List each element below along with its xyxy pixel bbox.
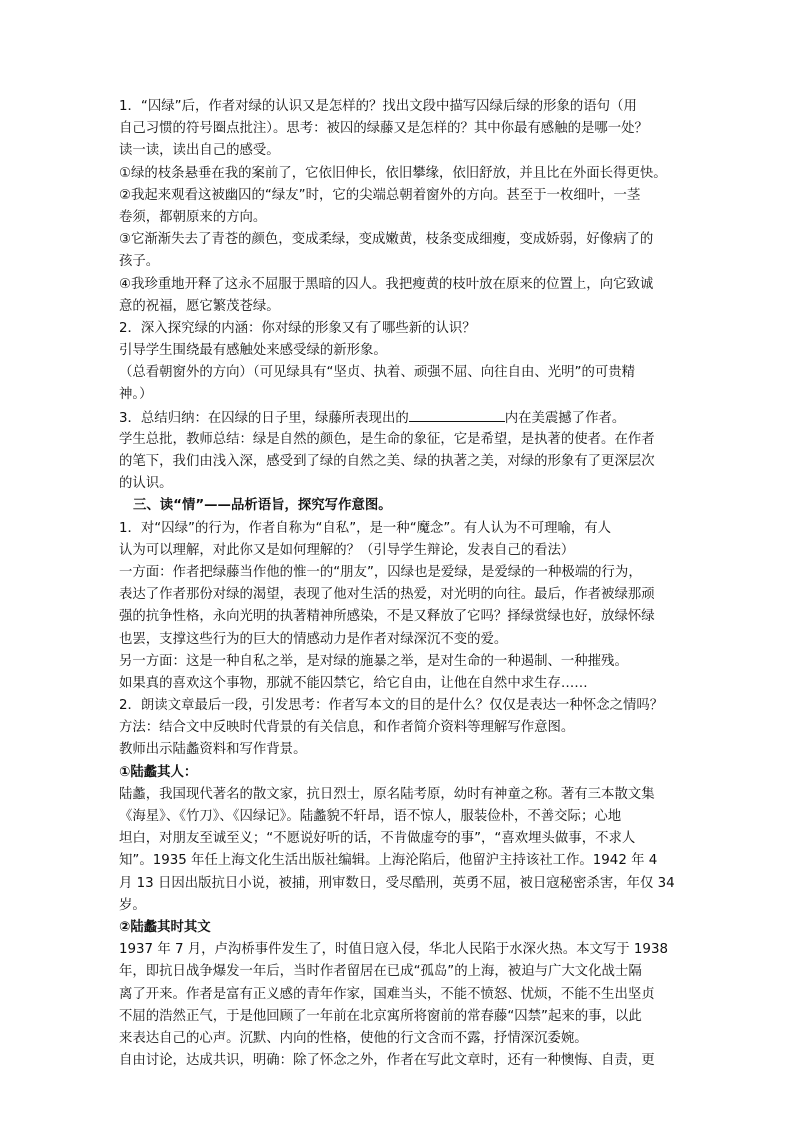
text-line: 另一方面：这是一种自私之举，是对绿的施暴之举，是对生命的一种遏制、一种摧残。: [119, 653, 628, 669]
text-line: （总看朝窗外的方向）（可见绿具有“坚贞、执着、顽强不屈、向往自由、光明”的可贵精: [119, 365, 636, 381]
author-bio-block: [119, 784, 681, 917]
sub-heading-author: ①陆蠡其人：: [119, 764, 198, 780]
text-line: ③它渐渐失去了青苍的颜色，变成柔绿，变成嫩黄，枝条变成细瘦，变成娇弱，好像病了的: [119, 232, 654, 248]
question-block-1: [119, 96, 681, 407]
text-line: 卷须，都朝原来的方向。: [119, 209, 267, 225]
text-line: 月 13 日因出版抗日小说，被捕，刑审数日，受尽酷刑，英勇不屈，被日寇秘密杀害，年仅 34: [119, 875, 675, 891]
text-line: 自己习惯的符号圈点批注）。思考：被囚的绿藤又是怎样的？其中你最有感触的是哪一处？: [119, 121, 648, 137]
text-line: 自由讨论，达成共识，明确：除了怀念之外，作者在写此文章时，还有一种懊悔、自责，更: [119, 1053, 655, 1069]
text-line: 2．朗读文章最后一段，引发思考：作者写本文的目的是什么？仅仅是表达一种怀念之情吗？: [119, 698, 664, 714]
text-line: 一方面：作者把绿藤当作他的惟一的“朋友”，囚绿也是爱绿，是爱绿的一种极端的行为，: [119, 564, 642, 580]
sub-heading-background: ②陆蠡其时其文: [119, 919, 211, 935]
text-line: 坦白，对朋友至诚至义；“不愿说好听的话，不肯做虚夸的事”，“喜欢埋头做事，不求人: [119, 831, 636, 847]
summary-line: [119, 407, 681, 429]
text-line: 年，即抗日战争爆发一年后，当时作者留居在已成“孤岛”的上海，被迫与广大文化战士隔: [119, 964, 642, 980]
text-line: ②我起来观看这被幽囚的“绿友”时，它的尖端总朝着窗外的方向。甚至于一枚细叶，一茎: [119, 187, 641, 203]
section-heading: 三、读“情”——品析语旨，探究写作意图。: [133, 498, 392, 514]
question-block-2: [119, 518, 681, 762]
text-line: 强的抗争性格，永向光明的执著精神所感染，不是又释放了它吗？择绿赏绿也好，放绿怀绿: [119, 609, 655, 625]
text-line: 陆蠡，我国现代著名的散文家，抗日烈士，原名陆考原，幼时有神童之称。著有三本散文集: [119, 786, 655, 802]
document-body: [119, 96, 681, 1072]
summary-prefix: 3．总结归纳：在囚绿的日子里，绿藤所表现出的: [119, 410, 409, 426]
summary-suffix: 内在美震撼了作者。: [504, 410, 626, 426]
text-line: 也罢，支撑这些行为的巨大的情感动力是作者对绿深沉不变的爱。: [119, 631, 508, 647]
text-line: 学生总批，教师总结：绿是自然的颜色，是生命的象征，它是希望，是执著的使者。在作者: [119, 431, 655, 447]
text-line: 1937 年 7 月，卢沟桥事件发生了，时值日寇入侵，华北人民陷于水深火热。本文写于 1938: [119, 942, 668, 958]
teacher-summary-block: [119, 429, 681, 496]
text-line: 读一读，读出自己的感受。: [119, 143, 280, 159]
text-line: 方法：结合文中反映时代背景的有关信息，和作者简介资料等理解写作意图。: [119, 720, 575, 736]
text-line: 的认识。: [119, 476, 173, 492]
text-line: 神。）: [119, 387, 153, 403]
text-line: 知”。1935 年任上海文化生活出版社编辑。上海沦陷后，他留沪主持该社工作。1942 年 4: [119, 853, 658, 869]
text-line: ①绿的枝条悬垂在我的案前了，它依旧伸长，依旧攀缘，依旧舒放，并且比在外面长得更快。: [119, 165, 667, 181]
text-line: 意的祝福，愿它繁茂苍绿。: [119, 298, 280, 314]
text-line: 教师出示陆蠡资料和写作背景。: [119, 742, 307, 758]
text-line: 表达了作者那份对绿的渴望，表现了他对生活的热爱，对光明的向往。最后，作者被绿那顽: [119, 587, 655, 603]
text-line: 《海星》、《竹刀》、《囚绿记》。陆蠡貌不轩昂，语不惊人，服装俭朴，不善交际；心地: [119, 809, 622, 824]
text-line: 1．“囚绿”后，作者对绿的认识又是怎样的？找出文段中描写囚绿后绿的形象的语句（用: [119, 99, 637, 114]
fill-in-blank: [409, 407, 505, 422]
text-line: 的笔下，我们由浅入深，感受到了绿的自然之美、绿的执著之美，对绿的形象有了更深层次: [119, 454, 655, 469]
text-line: 引导学生围绕最有感触处来感受绿的新形象。: [119, 343, 387, 359]
text-line: 岁。: [119, 897, 146, 913]
text-line: 1．对“囚绿”的行为，作者自称为“自私”，是一种“魔念”。有人认为不可理喻，有人: [119, 520, 612, 536]
text-line: 如果真的喜欢这个事物，那就不能囚禁它，给它自由，让他在自然中求生存……: [119, 675, 588, 691]
text-line: 来表达自己的心声。沉默、内向的性格，使他的行文含而不露，抒情深沉委婉。: [119, 1030, 588, 1046]
text-line: 离了开来。作者是富有正义感的青年作家，国难当头，不能不愤怒、忧烦，不能不生出坚贞: [119, 986, 655, 1002]
text-line: 认为可以理解，对此你又是如何理解的？（引导学生辩论，发表自己的看法）: [119, 542, 575, 558]
text-line: ④我珍重地开释了这永不屈服于黑暗的囚人。我把瘦黄的枝叶放在原来的位置上，向它致诚: [119, 276, 654, 292]
text-line: 不屈的浩然正气，于是他回顾了一年前在北京寓所将窗前的常春藤“囚禁”起来的事，以此: [119, 1008, 642, 1024]
text-line: 孩子。: [119, 254, 160, 270]
background-block: [119, 939, 681, 1072]
text-line: 2．深入探究绿的内涵：你对绿的形象又有了哪些新的认识？: [119, 320, 476, 336]
